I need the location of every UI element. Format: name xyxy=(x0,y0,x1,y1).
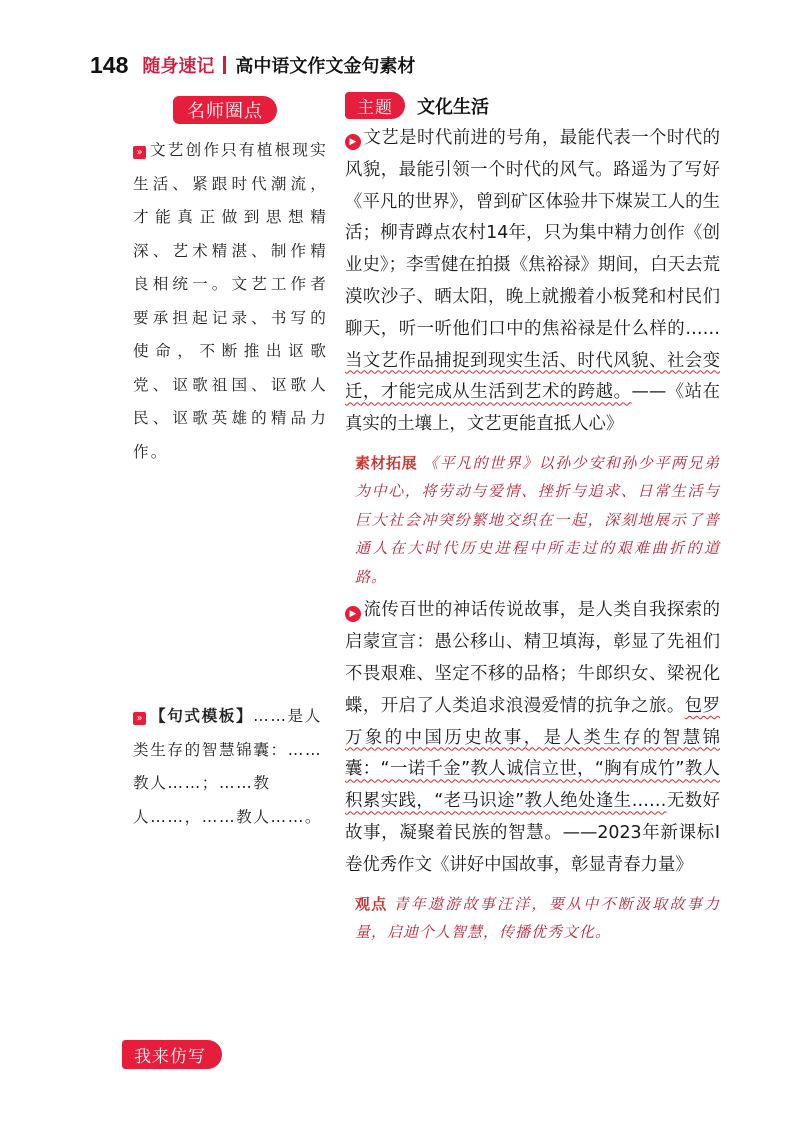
double-arrow-icon: » xyxy=(133,712,146,725)
series-title: 随身速记 xyxy=(142,56,215,77)
teacher-notes-tag: 名师圈点 xyxy=(173,96,277,124)
template-label: 【句式模板】 xyxy=(150,707,254,725)
commentary-text: 文艺创作只有植根现实生活、紧跟时代潮流，才能真正做到思想精深、艺术精湛、制作精良相统一。文艺工作者要承担起记录、书写的使命，不断推出讴歌党、讴歌祖国、讴歌人民、讴歌英雄的精品力作。 xyxy=(133,141,328,461)
teacher-commentary xyxy=(133,134,328,469)
page-header xyxy=(90,50,415,80)
play-bullet-icon: ▶ xyxy=(345,134,361,150)
page-number: 148 xyxy=(90,51,129,78)
sentence-template xyxy=(133,700,328,834)
entry1-source: ——《站在真实的土壤上，文艺更能直抵人心》 xyxy=(345,382,720,435)
entry2-highlight: 包罗万象的中国历史故事，是人类生存的智慧锦囊：“一诺千金”教人诚信立世，“胸有成竹”教人积累实践，“老马识途”教人绝处逢生…… xyxy=(345,695,720,812)
topic-tag: 主题 xyxy=(345,92,405,119)
viewpoint-text: 青年遨游故事汪洋，要从中不断汲取故事力量，启迪个人智慧，传播优秀文化。 xyxy=(355,894,720,942)
quote-entry-2 xyxy=(345,595,720,881)
material-extension xyxy=(355,449,720,592)
topic-title: 文化生活 xyxy=(417,96,489,118)
header-divider xyxy=(223,56,226,74)
entry2-source: ——2023年新课标Ⅰ卷优秀作文《讲好中国故事，彰显青春力量》 xyxy=(345,823,720,875)
extension-label: 素材拓展 xyxy=(355,453,418,472)
main-content xyxy=(345,92,720,947)
play-bullet-icon: ▶ xyxy=(345,606,361,622)
entry1-text: 文艺是时代前进的号角，最能代表一个时代的风貌，最能引领一个时代的风气。路遥为了写好《平凡的世界》，曾到矿区体验井下煤炭工人的生活；柳青蹲点农村14年，只为集中精力创作《创业史》；李雪健在拍摄《焦裕禄》期间，白天去荒漠吹沙子、晒太阳，晚上就搬着小板凳和村民们聊天，听一听他们口中的焦裕禄是什么样的…… xyxy=(345,128,720,339)
imitate-writing-tag: 我来仿写 xyxy=(122,1040,222,1069)
entry2-after: 无数好故事，凝聚着民族的智慧。 xyxy=(345,791,720,844)
topic-header xyxy=(345,92,720,119)
extension-text: 《平凡的世界》以孙少安和孙少平两兄弟为中心，将劳动与爱情、挫折与追求、日常生活与巨大社会冲突纷繁地交织在一起，深刻地展示了普通人在大时代历史进程中所走过的艰难曲折的道路。 xyxy=(355,453,720,586)
template-text: ……是人类生存的智慧锦囊：……教人……；……教人……，……教人……。 xyxy=(133,707,323,826)
book-title: 高中语文作文金句素材 xyxy=(235,56,416,77)
double-arrow-icon: » xyxy=(133,146,146,159)
left-sidebar xyxy=(133,96,328,469)
entry2-text: 流传百世的神话传说故事，是人类自我探索的启蒙宣言：愚公移山、精卫填海，彰显了先祖们不畏艰难、坚定不移的品格；牛郎织女、梁祝化蝶，开启了人类追求浪漫爱情的抗争之旅。 xyxy=(345,600,720,716)
quote-entry-1 xyxy=(345,123,720,441)
viewpoint-label: 观点 xyxy=(355,894,388,913)
entry1-highlight: 当文艺作品捕捉到现实生活、时代风貌、社会变迁，才能完成从生活到艺术的跨越。 xyxy=(345,350,720,403)
viewpoint-note xyxy=(355,890,720,947)
